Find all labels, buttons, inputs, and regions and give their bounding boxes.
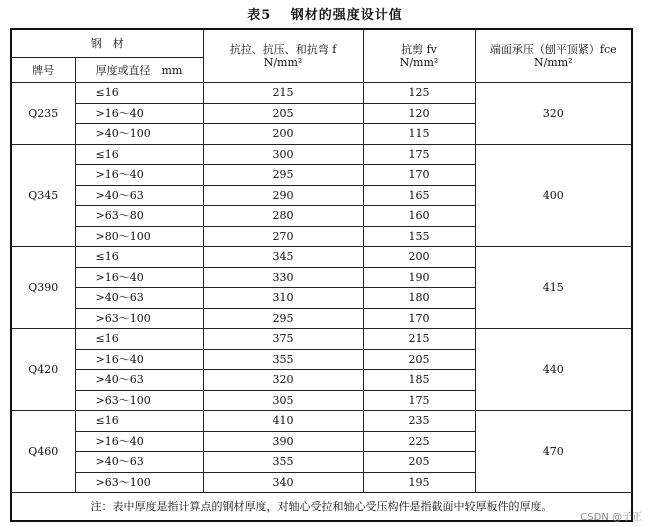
- tension-value-cell: 270: [203, 226, 363, 247]
- thickness-range-cell: >16～40: [75, 267, 203, 288]
- shear-value-cell: 170: [363, 308, 475, 329]
- tension-value-cell: 410: [203, 411, 363, 432]
- grade-cell: Q420: [11, 329, 75, 411]
- shear-value-cell: 235: [363, 411, 475, 432]
- table-title: [0, 4, 650, 23]
- thickness-range-cell: >63～100: [75, 308, 203, 329]
- tension-value-cell: 215: [203, 83, 363, 104]
- table-row: [11, 329, 632, 350]
- shear-value-cell: 165: [363, 185, 475, 206]
- steel-header: 钢 材: [11, 29, 203, 58]
- tension-label: 抗拉、抗压、和抗弯 f: [229, 43, 337, 56]
- thickness-range-cell: >80～100: [75, 226, 203, 247]
- shear-header: [363, 29, 475, 83]
- grade-cell: Q460: [11, 411, 75, 493]
- thickness-range-cell: >40～100: [75, 124, 203, 145]
- thickness-range-cell: ≤16: [75, 329, 203, 350]
- bearing-value-cell: 440: [475, 329, 632, 411]
- shear-value-cell: 115: [363, 124, 475, 145]
- shear-value-cell: 180: [363, 288, 475, 309]
- bearing-header: [475, 29, 632, 83]
- bearing-value-cell: 400: [475, 144, 632, 247]
- grade-cell: Q235: [11, 83, 75, 145]
- bearing-value-cell: 415: [475, 247, 632, 329]
- thickness-header: 厚度或直径 mm: [75, 58, 203, 83]
- shear-value-cell: 215: [363, 329, 475, 350]
- grade-cell: Q390: [11, 247, 75, 329]
- shear-value-cell: 205: [363, 349, 475, 370]
- thickness-range-cell: >40～63: [75, 288, 203, 309]
- table-title-text: 钢材的强度设计值: [290, 8, 403, 23]
- thickness-range-cell: >16～40: [75, 165, 203, 186]
- table-row: [11, 144, 632, 165]
- shear-label: 抗剪 fv: [401, 43, 437, 56]
- shear-unit: N/mm²: [399, 56, 439, 69]
- shear-value-cell: 185: [363, 370, 475, 391]
- tension-value-cell: 355: [203, 452, 363, 473]
- tension-value-cell: 300: [203, 144, 363, 165]
- watermark: CSDN @子正: [580, 512, 642, 523]
- shear-value-cell: 175: [363, 144, 475, 165]
- bearing-value-cell: 470: [475, 411, 632, 493]
- shear-value-cell: 160: [363, 206, 475, 227]
- tension-value-cell: 290: [203, 185, 363, 206]
- thickness-range-cell: ≤16: [75, 247, 203, 268]
- tension-value-cell: 295: [203, 165, 363, 186]
- grade-header: 牌号: [11, 58, 75, 83]
- shear-value-cell: 200: [363, 247, 475, 268]
- tension-value-cell: 295: [203, 308, 363, 329]
- thickness-range-cell: >16～40: [75, 431, 203, 452]
- shear-value-cell: 125: [363, 83, 475, 104]
- thickness-range-cell: >16～40: [75, 103, 203, 124]
- shear-value-cell: 155: [363, 226, 475, 247]
- steel-strength-table: [10, 28, 633, 522]
- tension-header: [203, 29, 363, 83]
- grade-cell: Q345: [11, 144, 75, 247]
- thickness-range-cell: >40～63: [75, 185, 203, 206]
- bearing-value-cell: 320: [475, 83, 632, 145]
- table-row: [11, 247, 632, 268]
- tension-value-cell: 310: [203, 288, 363, 309]
- tension-value-cell: 205: [203, 103, 363, 124]
- header-row-1: [11, 29, 632, 58]
- tension-value-cell: 345: [203, 247, 363, 268]
- tension-value-cell: 330: [203, 267, 363, 288]
- shear-value-cell: 225: [363, 431, 475, 452]
- shear-value-cell: 205: [363, 452, 475, 473]
- shear-value-cell: 120: [363, 103, 475, 124]
- tension-unit: N/mm²: [263, 56, 303, 69]
- thickness-range-cell: ≤16: [75, 411, 203, 432]
- note-row: [11, 493, 632, 522]
- shear-value-cell: 175: [363, 390, 475, 411]
- table-row: [11, 411, 632, 432]
- thickness-range-cell: ≤16: [75, 83, 203, 104]
- thickness-range-cell: ≤16: [75, 144, 203, 165]
- thickness-range-cell: >63～80: [75, 206, 203, 227]
- bearing-unit: N/mm²: [533, 56, 573, 69]
- tension-value-cell: 340: [203, 472, 363, 493]
- tension-value-cell: 200: [203, 124, 363, 145]
- thickness-range-cell: >40～63: [75, 370, 203, 391]
- shear-value-cell: 190: [363, 267, 475, 288]
- table-note: 注：表中厚度是指计算点的钢材厚度，对轴心受拉和轴心受压构件是指截面中较厚板件的厚度。: [11, 493, 632, 522]
- tension-value-cell: 355: [203, 349, 363, 370]
- table-number: 表5: [247, 8, 272, 23]
- tension-value-cell: 320: [203, 370, 363, 391]
- tension-value-cell: 390: [203, 431, 363, 452]
- bearing-label: 端面承压（刨平顶紧）fce: [489, 43, 617, 56]
- table-row: [11, 83, 632, 104]
- thickness-range-cell: >63～100: [75, 472, 203, 493]
- tension-value-cell: 375: [203, 329, 363, 350]
- tension-value-cell: 305: [203, 390, 363, 411]
- thickness-range-cell: >16～40: [75, 349, 203, 370]
- shear-value-cell: 195: [363, 472, 475, 493]
- shear-value-cell: 170: [363, 165, 475, 186]
- thickness-range-cell: >63～100: [75, 390, 203, 411]
- thickness-range-cell: >40～63: [75, 452, 203, 473]
- tension-value-cell: 280: [203, 206, 363, 227]
